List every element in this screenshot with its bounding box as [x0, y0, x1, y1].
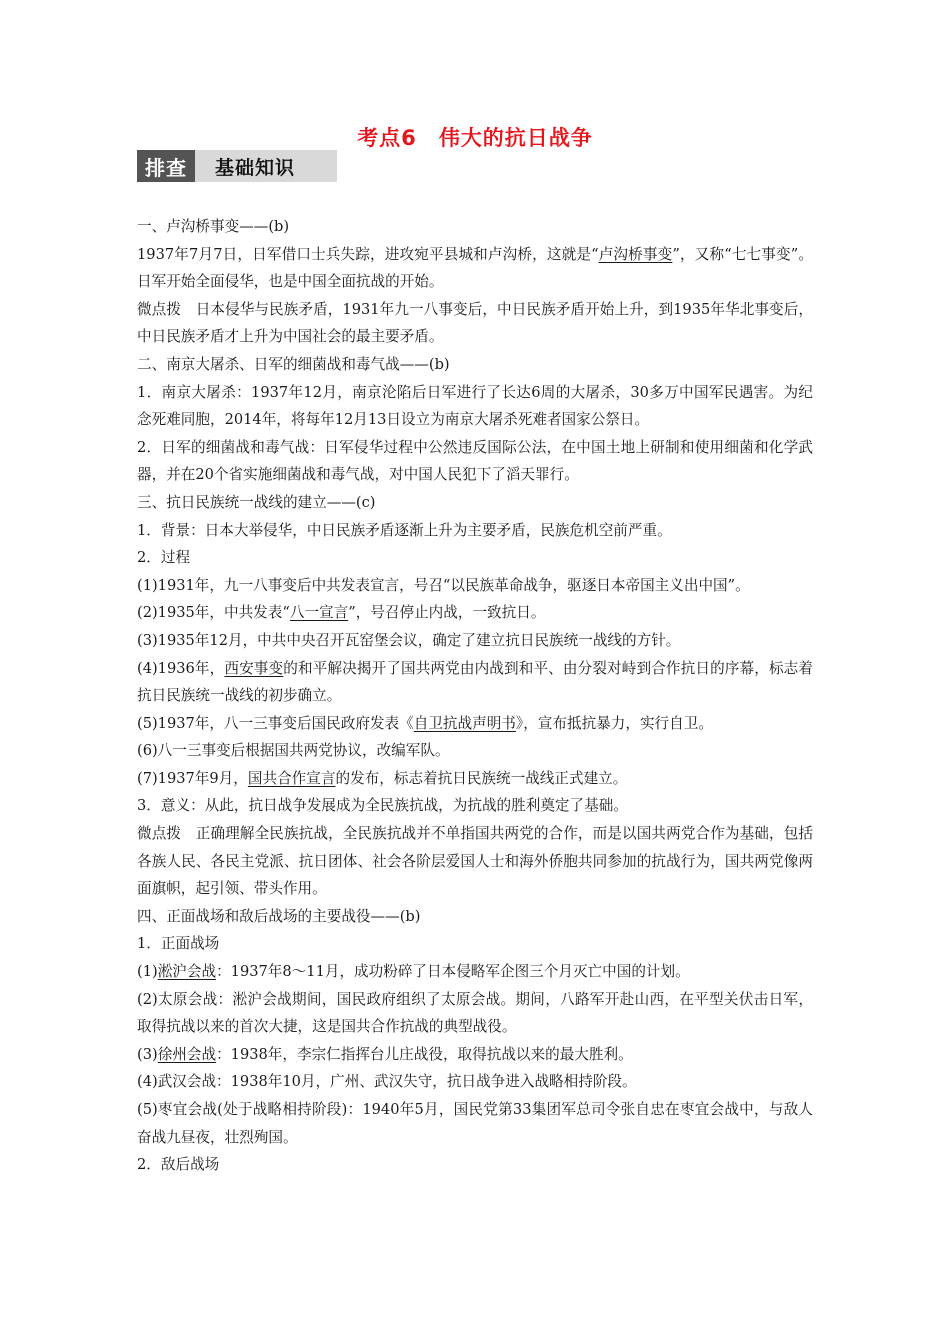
- document-body: [137, 213, 813, 1179]
- text-segment: (3)1935年12月，中共中央召开瓦窑堡会议，确定了建立抗日民族统一战线的方针。: [137, 631, 681, 649]
- underlined-term: 国共合作宣言: [247, 769, 336, 787]
- paragraph: [137, 517, 813, 545]
- text-segment: 1．南京大屠杀：1937年12月，南京沦陷后日军进行了长达6周的大屠杀，30多万中国军民遇害。为纪念死难同胞，2014年，将每年12月13日设立为南京大屠杀死难者国家公祭日。: [137, 383, 813, 429]
- paragraph: [137, 241, 813, 296]
- text-segment: (2)太原会战：淞沪会战期间，国民政府组织了太原会战。期间，八路军开赴山西，在平型关伏击日军，取得抗战以来的首次大捷，这是国共合作抗战的典型战役。: [137, 990, 813, 1036]
- text-segment: (3): [137, 1045, 158, 1063]
- text-segment: (1): [137, 963, 158, 981]
- text-segment: ”，又称“七七事变”。日军开始全面侵华，也是中国全面抗战的开始。: [137, 245, 813, 291]
- text-segment: 的和平解决揭开了国共两党由内战到和平、由分裂对峙到合作抗日的序幕，标志着抗日民族统一战线的初步确立。: [137, 659, 813, 705]
- underlined-term: 淞沪会战: [157, 963, 217, 981]
- paragraph: [137, 213, 813, 241]
- text-segment: 2．日军的细菌战和毒气战：日军侵华过程中公然违反国际公法，在中国土地上研制和使用细菌和化学武器，并在20个省实施细菌战和毒气战，对中国人民犯下了滔天罪行。: [137, 438, 813, 484]
- paragraph: [137, 434, 813, 489]
- text-segment: 1937年7月7日，日军借口士兵失踪，进攻宛平县城和卢沟桥，这就是“: [137, 245, 599, 263]
- text-segment: 2．敌后战场: [137, 1156, 220, 1174]
- text-segment: 1．正面战场: [137, 935, 220, 953]
- paragraph: [137, 765, 813, 793]
- underlined-term: 卢沟桥事变: [598, 245, 673, 263]
- paragraph: [137, 351, 813, 379]
- text-segment: 一、卢沟桥事变——(b): [137, 218, 290, 235]
- paragraph: [137, 820, 813, 903]
- text-segment: 二、南京大屠杀、日军的细菌战和毒气战——(b): [137, 355, 450, 373]
- title-prefix: 考点6: [357, 126, 417, 150]
- underlined-term: 八一宣言: [289, 604, 349, 622]
- paragraph: [137, 627, 813, 655]
- text-segment: (6)八一三事变后根据国共两党协议，改编军队。: [137, 742, 450, 760]
- underlined-term: 自卫抗战声明书: [413, 714, 516, 732]
- text-segment: (2)1935年，中共发表“: [137, 604, 290, 622]
- text-segment: (5)1937年，八一三事变后国民政府发表《: [137, 714, 414, 732]
- banner-tag: 排查: [137, 150, 195, 182]
- section-banner: [137, 150, 337, 182]
- text-segment: ”，号召停止内战，一致抗日。: [348, 604, 546, 622]
- text-segment: (7)1937年9月，: [137, 769, 248, 787]
- text-segment: 2．过程: [137, 549, 191, 567]
- paragraph: [137, 903, 813, 931]
- text-segment: (4)1936年，: [137, 659, 225, 677]
- paragraph: [137, 1041, 813, 1069]
- paragraph: [137, 1096, 813, 1151]
- text-segment: 1．背景：日本大举侵华，中日民族矛盾逐渐上升为主要矛盾，民族危机空前严重。: [137, 521, 672, 539]
- banner-label: 基础知识: [195, 150, 337, 182]
- paragraph: [137, 572, 813, 600]
- page-title: [0, 122, 950, 152]
- paragraph: [137, 296, 813, 351]
- paragraph: [137, 599, 813, 627]
- text-segment: (1)1931年，九一八事变后中共发表宣言，号召“以民族革命战争，驱逐日本帝国主义出中国”。: [137, 576, 750, 594]
- paragraph: [137, 544, 813, 572]
- text-segment: ：1938年，李宗仁指挥台儿庄战役，取得抗战以来的最大胜利。: [216, 1045, 633, 1063]
- paragraph: [137, 958, 813, 986]
- text-segment: 微点拨 日本侵华与民族矛盾，1931年九一八事变后，中日民族矛盾开始上升，到1935年华北事变后，中日民族矛盾才上升为中国社会的最主要矛盾。: [137, 300, 813, 346]
- paragraph: [137, 489, 813, 517]
- title-main: 伟大的抗日战争: [438, 126, 593, 150]
- paragraph: [137, 655, 813, 710]
- paragraph: [137, 1151, 813, 1179]
- text-segment: (4)武汉会战：1938年10月，广州、武汉失守，抗日战争进入战略相持阶段。: [137, 1073, 637, 1091]
- paragraph: [137, 930, 813, 958]
- text-segment: 四、正面战场和敌后战场的主要战役——(b): [137, 907, 421, 925]
- underlined-term: 徐州会战: [157, 1045, 217, 1063]
- text-segment: 》，宣布抵抗暴力，实行自卫。: [515, 714, 713, 732]
- text-segment: 3．意义：从此，抗日战争发展成为全民族抗战，为抗战的胜利奠定了基础。: [137, 797, 628, 815]
- underlined-term: 西安事变: [224, 659, 284, 677]
- text-segment: ：1937年8～11月，成功粉碎了日本侵略军企图三个月灭亡中国的计划。: [216, 963, 690, 981]
- paragraph: [137, 792, 813, 820]
- paragraph: [137, 379, 813, 434]
- text-segment: 的发布，标志着抗日民族统一战线正式建立。: [335, 769, 628, 787]
- text-segment: 三、抗日民族统一战线的建立——(c): [137, 493, 376, 511]
- paragraph: [137, 737, 813, 765]
- text-segment: (5)枣宜会战(处于战略相持阶段)：1940年5月，国民党第33集团军总司令张自忠在枣宜会战中，与敌人奋战九昼夜，壮烈殉国。: [137, 1101, 813, 1146]
- paragraph: [137, 710, 813, 738]
- paragraph: [137, 986, 813, 1041]
- text-segment: 微点拨 正确理解全民族抗战，全民族抗战并不单指国共两党的合作，而是以国共两党合作为基础，包括各族人民、各民主党派、抗日团体、社会各阶层爱国人士和海外侨胞共同参加的抗战行为，国共两党像两面旗帜，起引领、带头作用。: [137, 825, 813, 898]
- paragraph: [137, 1068, 813, 1096]
